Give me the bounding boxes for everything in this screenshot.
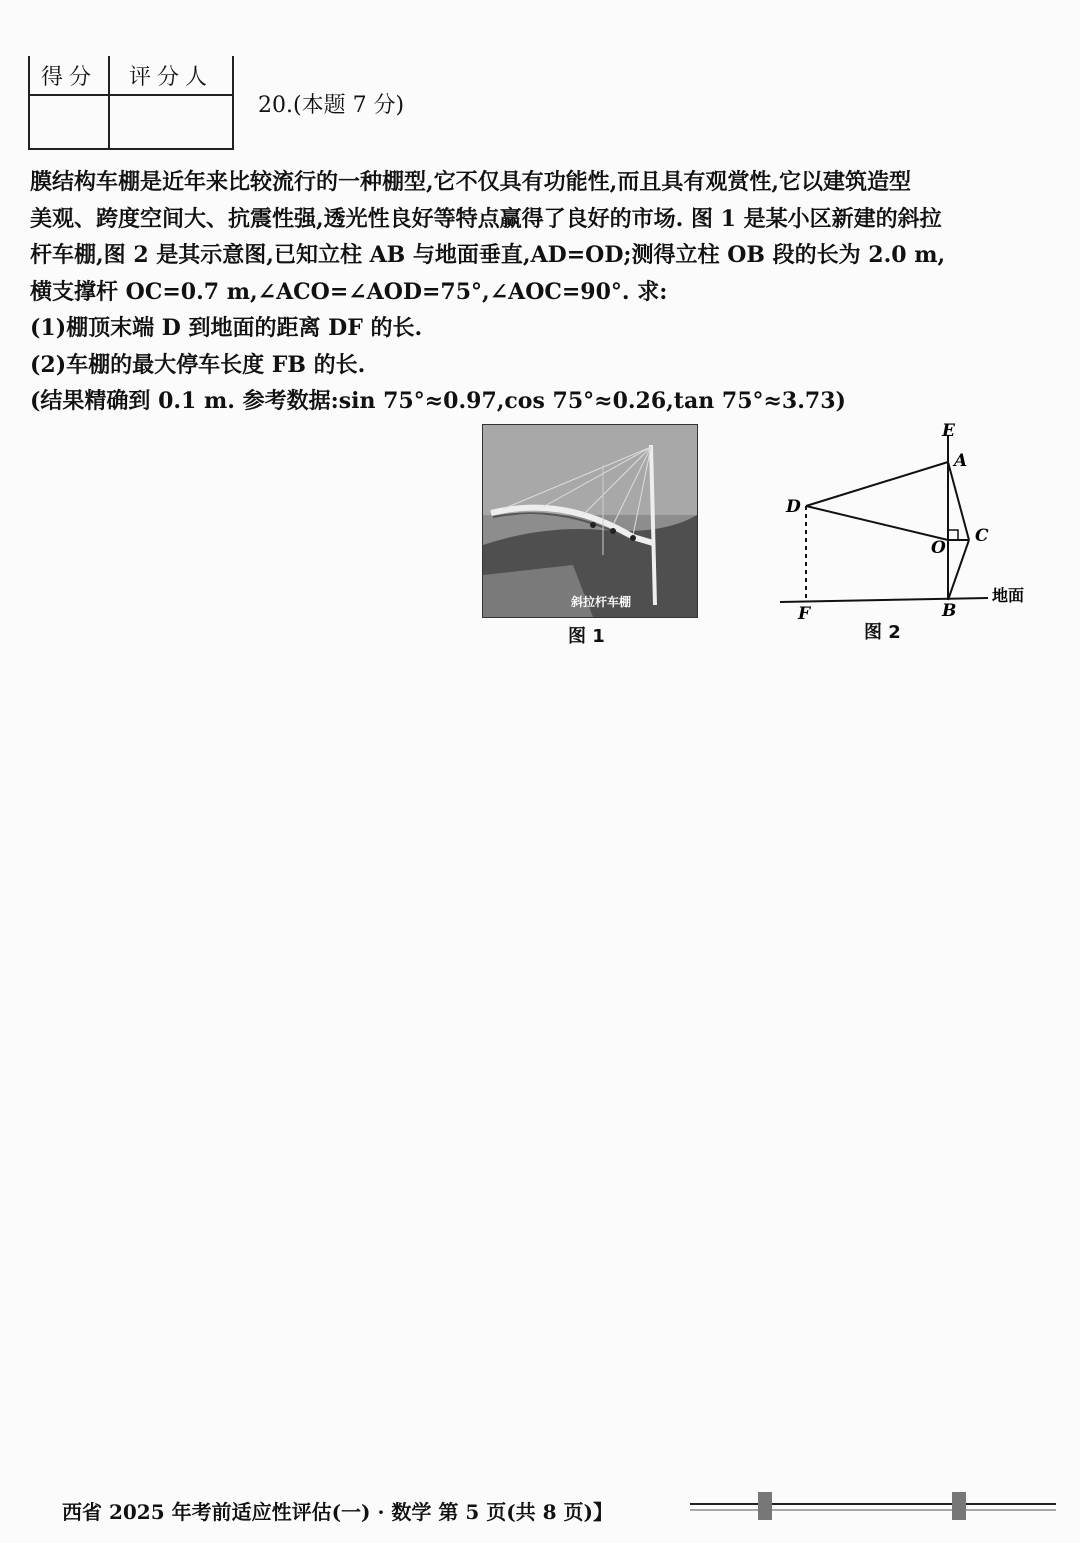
question-body [30, 164, 1050, 420]
figure2-label: 图 2 [864, 622, 901, 643]
label-o: O [931, 538, 946, 558]
figure1-label: 图 1 [568, 626, 605, 647]
label-f: F [798, 604, 811, 624]
grader-cell [109, 95, 233, 149]
label-b: B [942, 601, 957, 621]
question-line: 杆车棚,图 2 是其示意图,已知立柱 AB 与地面垂直,AD=OD;测得立柱 OB 段的长为 2.0 m, [30, 242, 946, 268]
ground-line [780, 598, 988, 602]
score-cell [29, 95, 109, 149]
question-note: (结果精确到 0.1 m. 参考数据:sin 75°≈0.97,cos 75°≈0.26,tan 75°≈3.73) [30, 388, 846, 414]
label-c: C [975, 526, 989, 546]
footer-scan-bar [690, 1490, 1060, 1524]
score-header: 得分 [29, 56, 109, 95]
label-a: A [954, 451, 968, 471]
ground-label: 地面 [992, 586, 1025, 605]
photo-caption: 斜拉杆车棚 [571, 595, 632, 609]
carport-photo-drawing [483, 425, 697, 617]
question-part-2: (2)车棚的最大停车长度 FB 的长. [30, 351, 366, 378]
question-line: 美观、跨度空间大、抗震性强,透光性良好等特点赢得了良好的市场. 图 1 是某小区新建的斜拉 [30, 205, 942, 232]
geometry-diagram [770, 420, 1040, 645]
question-line: 膜结构车棚是近年来比较流行的一种棚型,它不仅具有功能性,而且具有观赏性,它以建筑造型 [30, 169, 911, 195]
grader-header: 评分人 [109, 56, 233, 95]
carport-photo [482, 424, 698, 618]
question-part-1: (1)棚顶末端 D 到地面的距离 DF 的长. [30, 315, 423, 341]
segment-do [806, 506, 948, 540]
question-line: 横支撑杆 OC=0.7 m,∠ACO=∠AOD=75°,∠AOC=90°. 求: [30, 278, 668, 305]
segment-cb [948, 540, 969, 600]
segment-ac [948, 462, 969, 540]
label-d: D [786, 497, 801, 517]
label-e: E [942, 421, 955, 441]
page-footer: 西省 2025 年考前适应性评估(一) · 数学 第 5 页(共 8 页)】 [62, 1500, 613, 1524]
right-angle-mark [948, 530, 958, 540]
segment-da [806, 462, 948, 506]
question-title: 20.(本题 7 分) [258, 93, 405, 118]
score-table [28, 56, 234, 150]
